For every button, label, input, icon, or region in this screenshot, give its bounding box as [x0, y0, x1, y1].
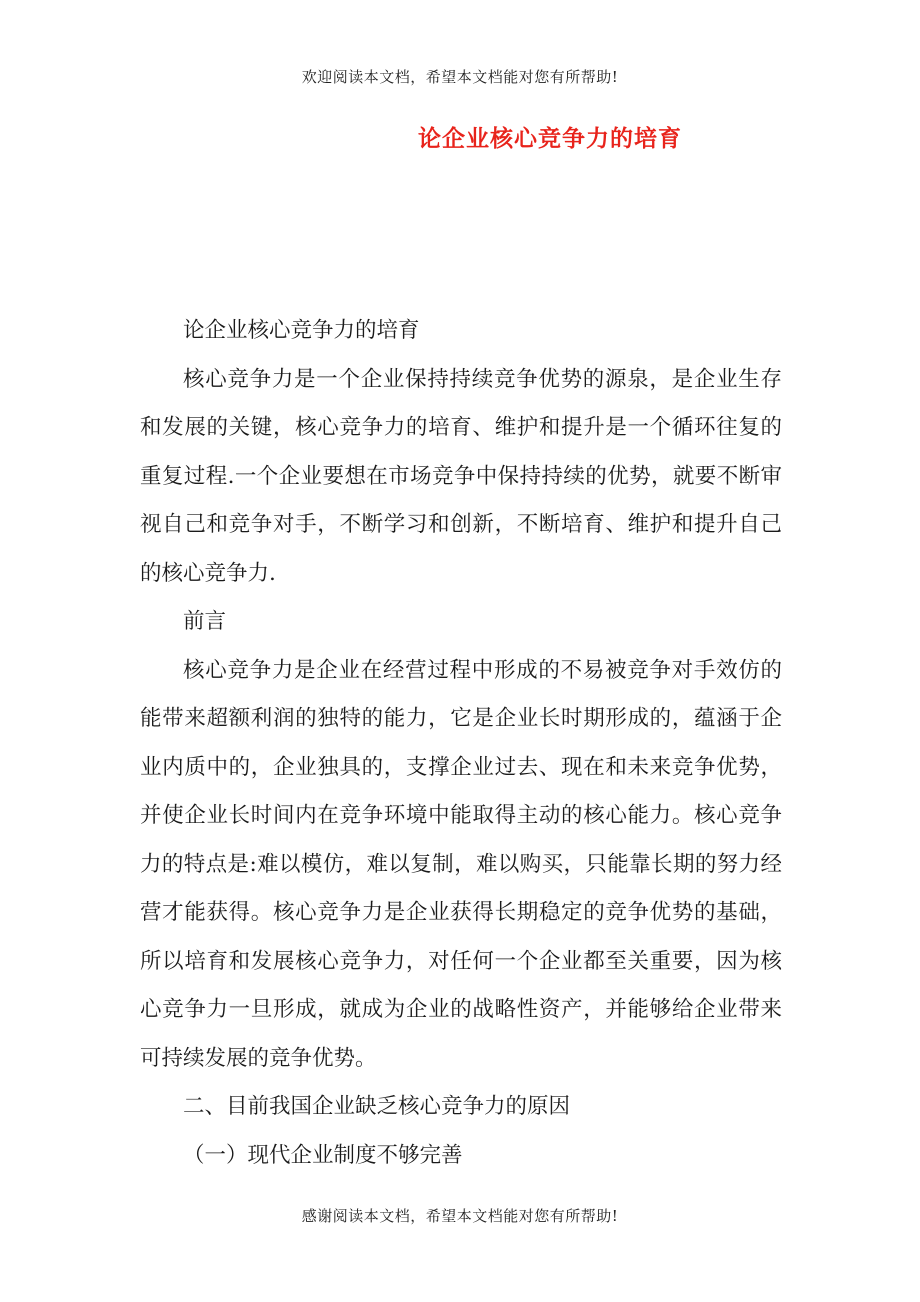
section-heading-2: 二、目前我国企业缺乏核心竞争力的原因 — [183, 1094, 571, 1119]
document-title: 论企业核心竞争力的培育 — [418, 126, 682, 152]
subsection-heading-2-1: （一）现代企业制度不够完善 — [183, 1142, 463, 1168]
body-subtitle: 论企业核心竞争力的培育 — [183, 318, 420, 343]
body-paragraph-preface: 核心竞争力是企业在经营过程中形成的不易被竞争对手效仿的能带来超额利润的独特的能力，它是企业长时期形成的，蕴涵于企业内质中的，企业独具的，支撑企业过去、现在和未来竞争优势，并使企业长时间内在竞争环境中能取得主动的核心能力。核心竞争力的特点是:难以模仿，难以复制，难以购买，只能靠长期的努力经营才能获得。核心竞争力是企业获得长期稳定的竞争优势的基础，所以培育和发展核心竞争力，对任何一个企业都至关重要，因为核心竞争力一旦形成，就成为企业的战略性资产，并能够给企业带来可持续发展的竞争优势。 — [140, 657, 782, 1071]
section-heading-preface: 前言 — [183, 609, 227, 634]
header-note: 欢迎阅读本文档，希望本文档能对您有所帮助! — [301, 68, 619, 86]
footer-note: 感谢阅读本文档，希望本文档能对您有所帮助! — [301, 1207, 619, 1225]
body-paragraph-intro: 核心竞争力是一个企业保持持续竞争优势的源泉，是企业生存和发展的关键，核心竞争力的培育、维护和提升是一个循环往复的重复过程.一个企业要想在市场竞争中保持持续的优势，就要不断审视自己和竞争对手，不断学习和创新，不断培育、维护和提升自己的核心竞争力. — [140, 366, 782, 586]
document-body — [140, 307, 782, 1180]
